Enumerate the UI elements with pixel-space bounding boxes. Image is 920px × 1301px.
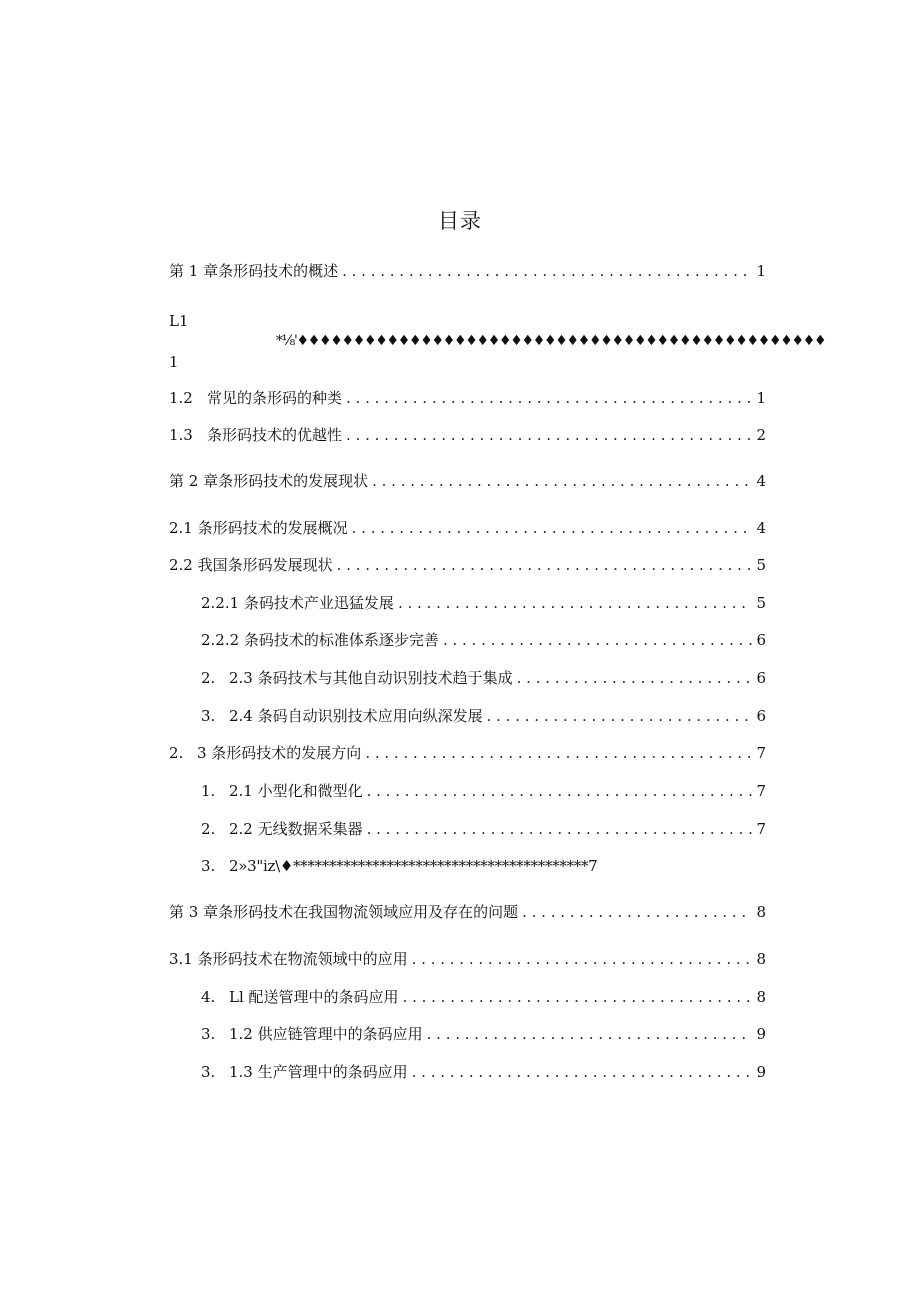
- toc-entry-3-1-3[interactable]: [201, 1061, 766, 1083]
- toc-entry-l1-leader: *⅛'♦♦♦♦♦♦♦♦♦♦♦♦♦♦♦♦♦♦♦♦♦♦♦♦♦♦♦♦♦♦♦♦♦♦♦♦♦♦♦♦♦♦♦♦♦♦♦: [276, 333, 826, 349]
- toc-entry-page: 4: [756, 519, 766, 537]
- toc-entry-page: 7: [756, 820, 766, 838]
- toc-entry-number: 1.3: [169, 426, 193, 444]
- toc-entry-page: 1: [756, 262, 766, 280]
- toc-entry-2-3[interactable]: [169, 742, 766, 764]
- toc-entry-label: 2.2.1 条码技术产业迅猛发展: [201, 594, 394, 612]
- toc-entry-2-3-1[interactable]: [201, 780, 766, 802]
- toc-entry-1-3[interactable]: [169, 424, 766, 446]
- toc-leader-dots: [365, 742, 752, 764]
- toc-entry-label: 2.2.2 条码技术的标准体系逐步完善: [201, 631, 439, 649]
- toc-entry-label: 1.3 生产管理中的条码应用: [229, 1063, 408, 1081]
- toc-leader-dots: [487, 705, 753, 727]
- toc-entry-3-1-2[interactable]: [201, 1023, 766, 1045]
- toc-entry-page: 4: [756, 472, 766, 490]
- toc-entry-chapter-3[interactable]: [169, 901, 766, 923]
- toc-entry-number: 2.: [169, 744, 184, 762]
- toc-entry-2-2-1[interactable]: [201, 592, 766, 614]
- toc-entry-label: 2.3 条码技术与其他自动识别技术趋于集成: [229, 669, 513, 687]
- toc-entry-page: 6: [756, 631, 766, 649]
- toc-entry-l1-page: 1: [169, 353, 179, 371]
- toc-entry-number: 4.: [201, 988, 216, 1006]
- toc-entry-number: 3.: [201, 857, 216, 875]
- toc-entry-label: 3 条形码技术的发展方向: [197, 744, 362, 762]
- toc-entry-label: 3.1 条形码技术在物流领域中的应用: [169, 950, 408, 968]
- toc-leader-dots: [443, 629, 753, 651]
- toc-entry-1-2[interactable]: [169, 387, 766, 409]
- toc-entry-number: 3.: [201, 1063, 216, 1081]
- page-title: 目录: [438, 209, 482, 233]
- toc-leader-dots: [412, 948, 753, 970]
- toc-entry-chapter-2[interactable]: [169, 470, 766, 492]
- toc-leader-dots: [346, 424, 752, 446]
- toc-entry-number: 3.: [201, 707, 216, 725]
- toc-entry-page: 8: [756, 950, 766, 968]
- toc-entry-2-3-2[interactable]: [201, 818, 766, 840]
- toc-entry-3-1-1[interactable]: [201, 986, 766, 1008]
- toc-entry-label: 第 3 章条形码技术在我国物流领域应用及存在的问题: [169, 903, 519, 921]
- toc-entry-page: 5: [756, 556, 766, 574]
- toc-leader-dots: [346, 387, 752, 409]
- toc-entry-page: 1: [756, 389, 766, 407]
- toc-entry-2-1[interactable]: [169, 517, 766, 539]
- toc-entry-page: 6: [756, 707, 766, 725]
- toc-leader-dots: [412, 1061, 753, 1083]
- toc-leader-dots: [403, 986, 753, 1008]
- toc-entry-page: 7: [756, 744, 766, 762]
- toc-entry-label: 2.2 我国条形码发展现状: [169, 556, 333, 574]
- toc-entry-label: 条形码技术的优越性: [207, 426, 343, 444]
- toc-leader-dots: [342, 260, 752, 282]
- toc-entry-number: 2.: [201, 669, 216, 687]
- toc-entry-l1-label: L1: [169, 312, 189, 330]
- toc-entry-number: 1.2: [169, 389, 193, 407]
- toc-entry-page: 5: [756, 594, 766, 612]
- toc-entry-page: 6: [756, 669, 766, 687]
- toc-entry-garbled-text: 2»3"iz\♦*****************************************7: [229, 857, 598, 875]
- toc-leader-dots: [367, 818, 753, 840]
- toc-entry-number: 1.: [201, 782, 216, 800]
- toc-leader-dots: [337, 554, 753, 576]
- toc-entry-label: 第 1 章条形码技术的概述: [169, 262, 339, 280]
- toc-leader-dots: [352, 517, 753, 539]
- toc-entry-2-3-3[interactable]: [201, 855, 597, 877]
- toc-leader-dots: [398, 592, 753, 614]
- toc-entry-page: 9: [756, 1025, 766, 1043]
- toc-entry-label: 2.4 条码自动识别技术应用向纵深发展: [229, 707, 483, 725]
- toc-entry-page: 2: [756, 426, 766, 444]
- toc-entry-3-1[interactable]: [169, 948, 766, 970]
- toc-entry-page: 9: [756, 1063, 766, 1081]
- toc-entry-label: 2.2 无线数据采集器: [229, 820, 363, 838]
- toc-entry-page: 8: [756, 903, 766, 921]
- toc-entry-2-2-4[interactable]: [201, 705, 766, 727]
- toc-entry-label: 1.2 供应链管理中的条码应用: [229, 1025, 423, 1043]
- toc-entry-2-2-3[interactable]: [201, 667, 766, 689]
- toc-entry-2-2[interactable]: [169, 554, 766, 576]
- toc-leader-dots: [427, 1023, 753, 1045]
- toc-entry-label: Ll 配送管理中的条码应用: [229, 988, 399, 1006]
- toc-entry-label: 第 2 章条形码技术的发展现状: [169, 472, 369, 490]
- toc-entry-number: 3.: [201, 1025, 216, 1043]
- toc-leader-dots: [367, 780, 753, 802]
- toc-entry-label: 常见的条形码的种类: [207, 389, 343, 407]
- toc-entry-label: 2.1 条形码技术的发展概况: [169, 519, 348, 537]
- toc-entry-label: 2.1 小型化和微型化: [229, 782, 363, 800]
- toc-entry-page: 7: [756, 782, 766, 800]
- toc-leader-dots: [522, 901, 752, 923]
- toc-leader-dots: [372, 470, 752, 492]
- toc-entry-2-2-2[interactable]: [201, 629, 766, 651]
- toc-entry-number: 2.: [201, 820, 216, 838]
- toc-entry-page: 8: [756, 988, 766, 1006]
- toc-entry-chapter-1[interactable]: [169, 260, 766, 282]
- toc-leader-dots: [517, 667, 753, 689]
